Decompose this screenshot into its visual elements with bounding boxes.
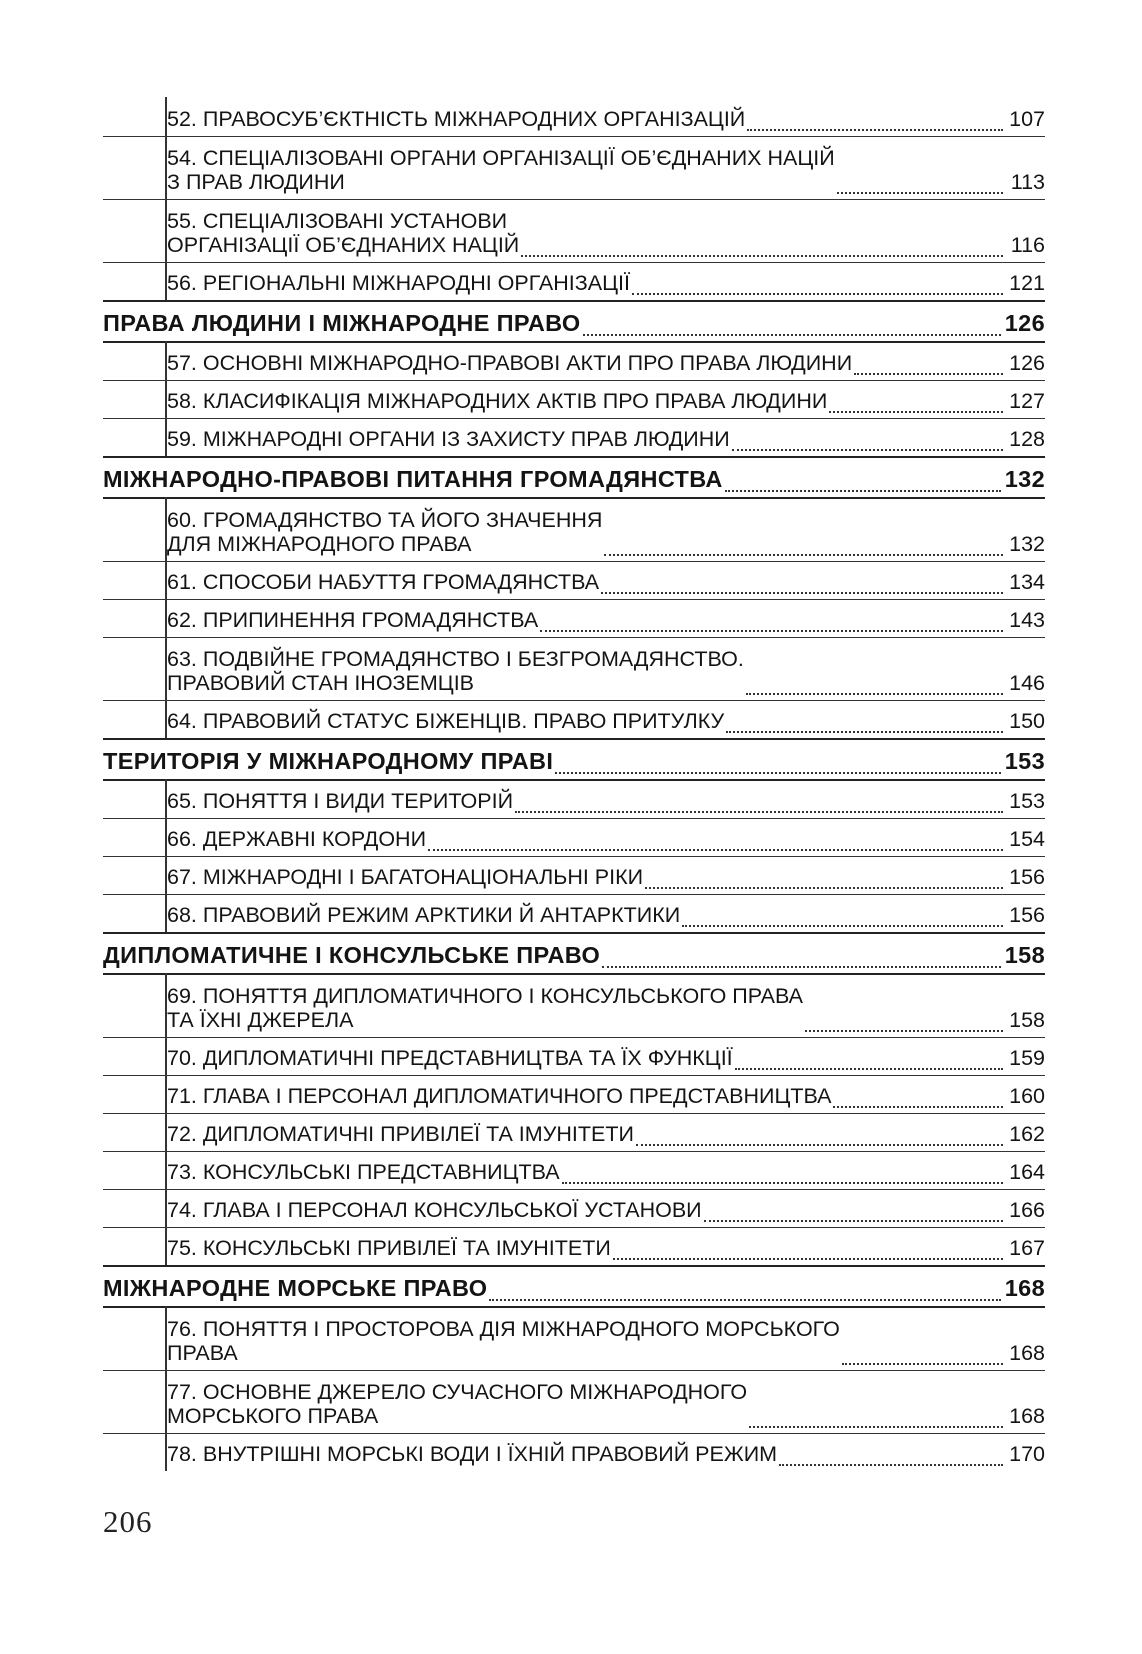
- entry-title: [167, 508, 602, 556]
- title-line: 66. ДЕРЖАВНІ КОРДОНИ: [167, 827, 427, 851]
- page-ref: 158: [1004, 942, 1045, 968]
- toc-entry: [103, 341, 1045, 380]
- title-line: 68. ПРАВОВИЙ РЕЖИМ АРКТИКИ Й АНТАРКТИКИ: [167, 903, 681, 927]
- page-ref: 128: [1009, 427, 1045, 451]
- entry-title: [167, 789, 513, 813]
- title-line: ТЕРИТОРІЯ У МІЖНАРОДНОМУ ПРАВІ: [103, 748, 554, 774]
- entry-title: [167, 903, 680, 927]
- dot-leader: [746, 693, 1003, 695]
- entry-title: [167, 984, 803, 1032]
- title-line: 74. ГЛАВА І ПЕРСОНАЛ КОНСУЛЬСЬКОЇ УСТАНОВИ: [167, 1198, 702, 1222]
- toc-section: [103, 1265, 1045, 1306]
- title-line: 70. ДИПЛОМАТИЧНІ ПРЕДСТАВНИЦТВА ТА ЇХ ФУНКЦІЇ: [167, 1046, 733, 1070]
- toc-entry: [103, 1306, 1045, 1370]
- title-line: ПРАВА: [167, 1341, 238, 1365]
- entry-title: [167, 647, 744, 695]
- dot-leader: [735, 1068, 1003, 1070]
- section-title: [103, 1276, 487, 1300]
- entry-title: [167, 1380, 747, 1428]
- toc-section: [103, 300, 1045, 341]
- page-ref: 158: [1009, 1008, 1045, 1032]
- page-ref: 150: [1009, 709, 1045, 733]
- vertical-rule: [165, 497, 167, 738]
- dot-leader: [613, 1258, 1003, 1260]
- dot-leader: [632, 293, 1003, 295]
- title-line: ОРГАНІЗАЦІЇ ОБ’ЄДНАНИХ НАЦІЙ: [167, 233, 520, 257]
- dot-leader: [747, 129, 1003, 131]
- toc-entry: [103, 1151, 1045, 1189]
- section-title: [103, 311, 581, 335]
- page-ref: 162: [1009, 1122, 1045, 1146]
- dot-leader: [704, 1220, 1003, 1222]
- dot-leader: [489, 1299, 1000, 1301]
- entry-title: [167, 1442, 777, 1466]
- page-ref: 164: [1009, 1160, 1045, 1184]
- page-ref: 156: [1009, 903, 1045, 927]
- entry-title: [167, 146, 835, 194]
- toc-entry: [103, 894, 1045, 932]
- page-ref: 143: [1009, 608, 1045, 632]
- toc-entry: [103, 779, 1045, 818]
- title-line: ПРАВОВИЙ СТАН ІНОЗЕМЦІВ: [167, 671, 475, 695]
- dot-leader: [829, 411, 1003, 413]
- toc-entry: [103, 1227, 1045, 1265]
- toc-entry: [103, 418, 1045, 456]
- title-line: 52. ПРАВОСУБ’ЄКТНІСТЬ МІЖНАРОДНИХ ОРГАНІЗАЦІЙ: [167, 107, 746, 131]
- page-ref: 116: [1010, 233, 1045, 257]
- entry-title: [167, 351, 852, 375]
- vertical-rule: [165, 779, 167, 932]
- dot-leader: [521, 255, 1003, 257]
- section-title: [103, 749, 553, 773]
- title-line: 72. ДИПЛОМАТИЧНІ ПРИВІЛЕЇ ТА ІМУНІТЕТИ: [167, 1122, 634, 1146]
- vertical-rule: [165, 973, 167, 1265]
- entry-title: [167, 1084, 831, 1108]
- dot-leader: [842, 1363, 1003, 1365]
- dot-leader: [682, 925, 1003, 927]
- title-line: 73. КОНСУЛЬСЬКІ ПРЕДСТАВНИЦТВА: [167, 1160, 560, 1184]
- entry-title: [167, 1160, 560, 1184]
- entry-title: [167, 107, 745, 131]
- entry-title: [167, 1317, 840, 1365]
- toc-entry: [103, 973, 1045, 1037]
- entry-title: [167, 865, 643, 889]
- entry-title: [167, 827, 426, 851]
- page-ref: 113: [1010, 170, 1045, 194]
- entry-title: [167, 1236, 611, 1260]
- page-ref: 153: [1009, 789, 1045, 813]
- page-ref: 160: [1009, 1084, 1045, 1108]
- title-line: 60. ГРОМАДЯНСТВО ТА ЙОГО ЗНАЧЕННЯ: [167, 508, 603, 532]
- title-line: 76. ПОНЯТТЯ І ПРОСТОРОВА ДІЯ МІЖНАРОДНОГО МОРСЬКОГО: [167, 1317, 840, 1341]
- page-ref: 134: [1009, 570, 1045, 594]
- entry-title: [167, 1046, 733, 1070]
- title-line: ДИПЛОМАТИЧНЕ І КОНСУЛЬСЬКЕ ПРАВО: [103, 942, 601, 968]
- dot-leader: [428, 849, 1003, 851]
- dot-leader: [749, 1426, 1003, 1428]
- title-line: 58. КЛАСИФІКАЦІЯ МІЖНАРОДНИХ АКТІВ ПРО ПРАВА ЛЮДИНИ: [167, 389, 828, 413]
- toc-entry: [103, 199, 1045, 262]
- title-line: 63. ПОДВІЙНЕ ГРОМАДЯНСТВО І БЕЗГРОМАДЯНСТВО.: [167, 647, 744, 671]
- toc-section: [103, 738, 1045, 779]
- entry-title: [167, 427, 730, 451]
- dot-leader: [837, 192, 1003, 194]
- entry-title: [167, 570, 599, 594]
- page-ref: 107: [1009, 107, 1045, 131]
- dot-leader: [601, 592, 1003, 594]
- entry-title: [167, 1198, 702, 1222]
- title-line: 55. СПЕЦІАЛІЗОВАНІ УСТАНОВИ: [167, 209, 508, 233]
- entry-title: [167, 209, 519, 257]
- dot-leader: [604, 554, 1003, 556]
- dot-leader: [555, 772, 1001, 774]
- page-ref: 132: [1004, 466, 1045, 492]
- title-line: 78. ВНУТРІШНІ МОРСЬКІ ВОДИ І ЇХНІЙ ПРАВОВИЙ РЕЖИМ: [167, 1442, 778, 1466]
- title-line: МІЖНАРОДНО-ПРАВОВІ ПИТАННЯ ГРОМАДЯНСТВА: [103, 466, 723, 492]
- toc-entry: [103, 1113, 1045, 1151]
- title-line: 64. ПРАВОВИЙ СТАТУС БІЖЕНЦІВ. ПРАВО ПРИТУЛКУ: [167, 709, 725, 733]
- page-ref: 156: [1009, 865, 1045, 889]
- page-ref: 170: [1009, 1442, 1045, 1466]
- entry-title: [167, 1122, 634, 1146]
- toc-entry: [103, 561, 1045, 599]
- entry-title: [167, 608, 538, 632]
- title-line: 61. СПОСОБИ НАБУТТЯ ГРОМАДЯНСТВА: [167, 570, 600, 594]
- page-ref: 132: [1009, 532, 1045, 556]
- title-line: 77. ОСНОВНЕ ДЖЕРЕЛО СУЧАСНОГО МІЖНАРОДНОГО: [167, 1380, 748, 1404]
- toc-section: [103, 456, 1045, 497]
- toc-entry: [103, 262, 1045, 300]
- title-line: 71. ГЛАВА І ПЕРСОНАЛ ДИПЛОМАТИЧНОГО ПРЕДСТАВНИЦТВА: [167, 1084, 832, 1108]
- dot-leader: [636, 1144, 1003, 1146]
- page-ref: 166: [1009, 1198, 1045, 1222]
- page-ref: 168: [1009, 1341, 1045, 1365]
- toc-entry: [103, 700, 1045, 738]
- vertical-rule: [165, 341, 167, 456]
- page-ref: 121: [1009, 271, 1045, 295]
- dot-leader: [583, 334, 1001, 336]
- dot-leader: [540, 630, 1003, 632]
- toc-entry: [103, 1370, 1045, 1433]
- page-ref: 168: [1004, 1275, 1045, 1301]
- dot-leader: [645, 887, 1003, 889]
- page-ref: 168: [1009, 1404, 1045, 1428]
- title-line: З ПРАВ ЛЮДИНИ: [167, 170, 345, 194]
- dot-leader: [726, 731, 1003, 733]
- dot-leader: [562, 1182, 1003, 1184]
- toc-entry: [103, 818, 1045, 856]
- title-line: 57. ОСНОВНІ МІЖНАРОДНО-ПРАВОВІ АКТИ ПРО ПРАВА ЛЮДИНИ: [167, 351, 853, 375]
- entry-title: [167, 709, 724, 733]
- title-line: МІЖНАРОДНЕ МОРСЬКЕ ПРАВО: [103, 1275, 488, 1301]
- toc-entry: [103, 97, 1045, 136]
- section-title: [103, 943, 600, 967]
- title-line: 54. СПЕЦІАЛІЗОВАНІ ОРГАНИ ОРГАНІЗАЦІЇ ОБ’ЄДНАНИХ НАЦІЙ: [167, 146, 835, 170]
- page-ref: 167: [1009, 1236, 1045, 1260]
- title-line: ДЛЯ МІЖНАРОДНОГО ПРАВА: [167, 532, 472, 556]
- title-line: 62. ПРИПИНЕННЯ ГРОМАДЯНСТВА: [167, 608, 539, 632]
- toc-entry: [103, 856, 1045, 894]
- page-ref: 126: [1004, 310, 1045, 336]
- entry-title: [167, 271, 630, 295]
- dot-leader: [732, 449, 1003, 451]
- toc-section: [103, 932, 1045, 973]
- title-line: 75. КОНСУЛЬСЬКІ ПРИВІЛЕЇ ТА ІМУНІТЕТИ: [167, 1236, 611, 1260]
- title-line: 65. ПОНЯТТЯ І ВИДИ ТЕРИТОРІЙ: [167, 789, 514, 813]
- toc-entry: [103, 380, 1045, 418]
- dot-leader: [602, 966, 1001, 968]
- toc-entry: [103, 637, 1045, 700]
- dot-leader: [854, 373, 1003, 375]
- title-line: 56. РЕГІОНАЛЬНІ МІЖНАРОДНІ ОРГАНІЗАЦІЇ: [167, 271, 630, 295]
- title-line: ПРАВА ЛЮДИНИ І МІЖНАРОДНЕ ПРАВО: [103, 310, 581, 336]
- dot-leader: [725, 490, 1001, 492]
- toc-entry: [103, 136, 1045, 199]
- toc-entry: [103, 1433, 1045, 1471]
- toc-entry: [103, 497, 1045, 561]
- toc-entry: [103, 1189, 1045, 1227]
- title-line: 59. МІЖНАРОДНІ ОРГАНИ ІЗ ЗАХИСТУ ПРАВ ЛЮДИНИ: [167, 427, 730, 451]
- title-line: ТА ЇХНІ ДЖЕРЕЛА: [167, 1008, 354, 1032]
- page-ref: 126: [1009, 351, 1045, 375]
- title-line: 67. МІЖНАРОДНІ І БАГАТОНАЦІОНАЛЬНІ РІКИ: [167, 865, 644, 889]
- title-line: МОРСЬКОГО ПРАВА: [167, 1404, 379, 1428]
- entry-title: [167, 389, 827, 413]
- page-number: 206: [103, 1504, 153, 1539]
- vertical-rule: [165, 97, 167, 300]
- dot-leader: [515, 811, 1003, 813]
- table-of-contents: [103, 97, 1045, 1471]
- dot-leader: [779, 1464, 1003, 1466]
- page-ref: 146: [1009, 671, 1045, 695]
- title-line: 69. ПОНЯТТЯ ДИПЛОМАТИЧНОГО І КОНСУЛЬСЬКОГО ПРАВА: [167, 984, 803, 1008]
- page-ref: 154: [1009, 827, 1045, 851]
- page-ref: 153: [1004, 748, 1045, 774]
- section-title: [103, 467, 723, 491]
- vertical-rule: [165, 1306, 167, 1471]
- page-ref: 127: [1009, 389, 1045, 413]
- dot-leader: [805, 1030, 1003, 1032]
- toc-entry: [103, 599, 1045, 637]
- page-ref: 159: [1009, 1046, 1045, 1070]
- toc-entry: [103, 1075, 1045, 1113]
- toc-entry: [103, 1037, 1045, 1075]
- dot-leader: [833, 1106, 1003, 1108]
